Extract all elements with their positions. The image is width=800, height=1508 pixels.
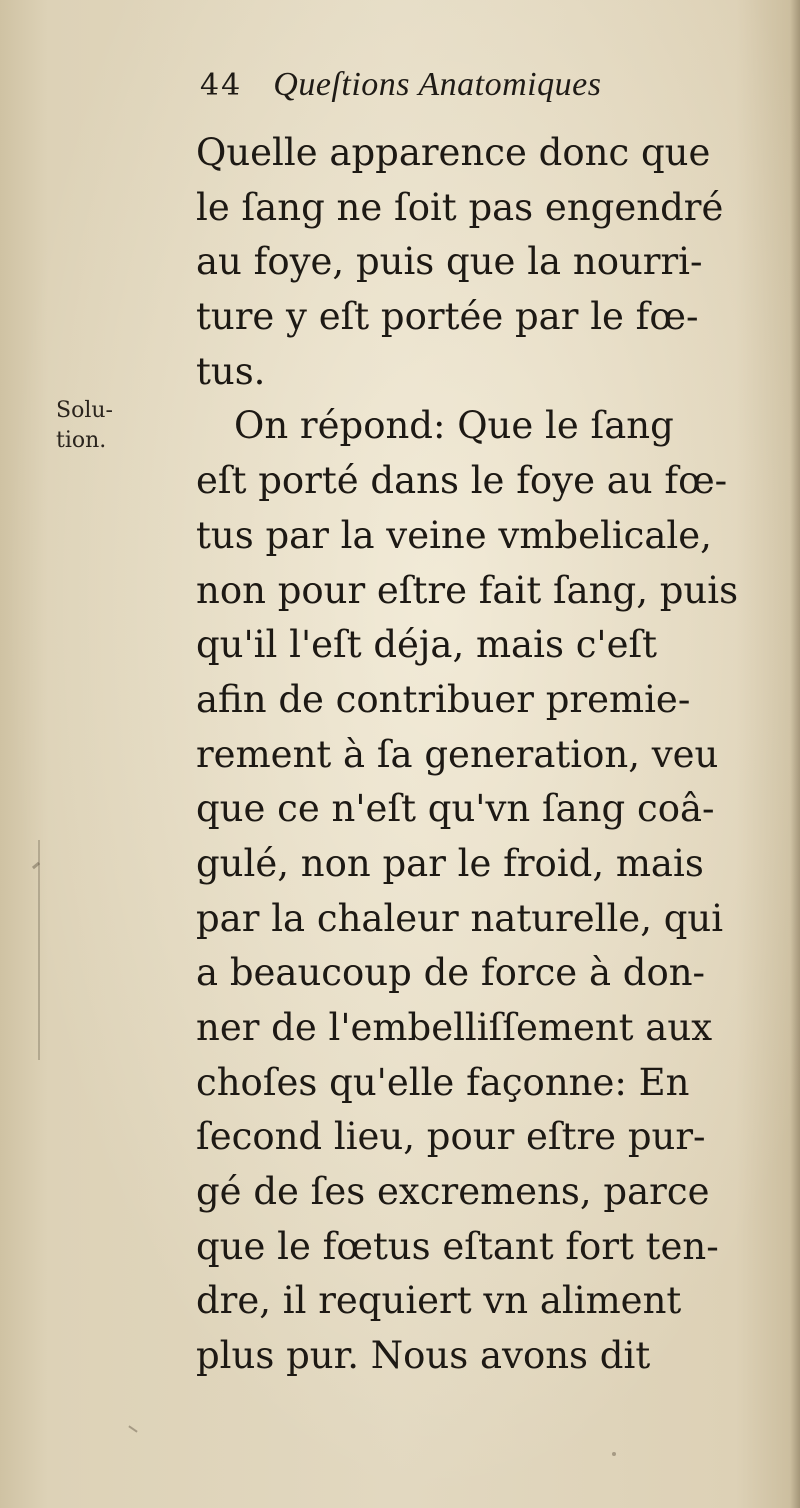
- text-line: ture y eſt portée par le fœ-: [196, 295, 699, 339]
- text-line: a beaucoup de force à don-: [196, 951, 706, 995]
- text-line: rement à ſa generation, veu: [196, 732, 719, 776]
- margin-note-line: tion.: [56, 428, 107, 453]
- page-number: 44: [200, 68, 243, 103]
- text-line: choſes qu'elle façonne: En: [196, 1060, 690, 1104]
- running-title: Queſtions Anatomiques: [273, 66, 602, 103]
- page-edge-shadow: [790, 0, 800, 1508]
- margin-note: [56, 396, 166, 456]
- text-line: que ce n'eſt qu'vn ſang coâ-: [196, 787, 715, 831]
- text-line: eſt porté dans le foye au fœ-: [196, 459, 728, 503]
- text-line: que le fœtus eſtant fort ten-: [196, 1224, 719, 1268]
- text-line: par la chaleur naturelle, qui: [196, 896, 724, 940]
- paper-speck: [612, 1452, 616, 1456]
- paper-speck: [128, 1425, 137, 1432]
- text-line: le ſang ne ſoit pas engendré: [196, 185, 724, 229]
- text-line: ner de l'embelliſſement aux: [196, 1006, 713, 1049]
- text-line: Quelle apparence donc que: [196, 131, 711, 174]
- paper-speck: [38, 840, 40, 1060]
- text-line: au foye, puis que la nourri-: [196, 240, 703, 284]
- text-line: plus pur. Nous avons dit: [196, 1334, 651, 1378]
- text-line: gulé, non par le froid, mais: [196, 841, 704, 885]
- running-head: [200, 66, 780, 114]
- text-line: afin de contribuer premie-: [196, 677, 691, 721]
- text-line: gé de ſes excremens, parce: [196, 1170, 710, 1214]
- text-line: tus par la veine vmbelicale,: [196, 513, 712, 557]
- text-line: dre, il requiert vn aliment: [196, 1279, 682, 1323]
- text-line: On répond: Que le ſang: [234, 404, 674, 448]
- body-text: [196, 126, 786, 1386]
- text-line: non pour eſtre fait ſang, puis: [196, 568, 739, 612]
- text-line: ſecond lieu, pour eſtre pur-: [196, 1115, 706, 1159]
- text-line: tus.: [196, 349, 266, 393]
- text-line: qu'il l'eſt déja, mais c'eſt: [196, 623, 658, 667]
- margin-note-line: Solu-: [56, 398, 113, 423]
